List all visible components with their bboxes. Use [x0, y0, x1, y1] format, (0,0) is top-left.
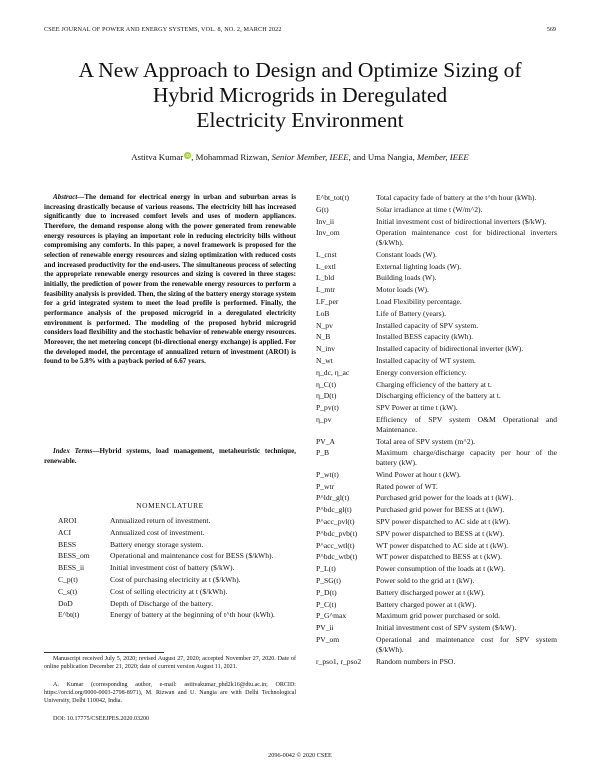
author-name: Astitva Kumar	[131, 152, 184, 162]
nomenclature-row	[316, 205, 557, 215]
nomenclature-symbol: E^bt_tot(t)	[316, 193, 350, 202]
nomenclature-row	[58, 516, 296, 526]
nomenclature-row	[58, 540, 296, 550]
nomenclature-symbol: P_D(t)	[316, 587, 337, 597]
nomenclature-row	[316, 437, 557, 447]
nomenclature-definition: Energy of battery at the beginning of t^th hour (kWh).	[110, 610, 275, 620]
footnote-manuscript: Manuscript received July 5, 2020; revised August 27, 2020; accepted November 27, 2020. Date of online publication December 21, 2020; date of current version August 11, 2021.	[44, 656, 296, 671]
nomenclature-definition: Total capacity fade of battery at the t^th hour (kWh).	[376, 193, 537, 202]
nomenclature-definition: Solar irradiance at time t (W/m^2).	[376, 204, 483, 214]
nomenclature-symbol: C_s(t)	[58, 586, 77, 596]
nomenclature-symbol: L_bld	[316, 273, 335, 283]
nomenclature-symbol: P_B	[316, 448, 330, 458]
nomenclature-row	[316, 564, 557, 574]
nomenclature-symbol: P^acc_pvl(t)	[316, 517, 355, 527]
nomenclature-definition: Operational and maintenance cost for SPV system ($/kWh).	[376, 635, 557, 654]
nomenclature-definition: Installed capacity of bidirectional inverter (kW).	[376, 344, 524, 354]
nomenclature-row	[316, 262, 557, 272]
author-list	[0, 152, 600, 162]
nomenclature-row	[316, 576, 557, 586]
nomenclature-row	[58, 587, 296, 597]
nomenclature-definition: Power sold to the grid at t (kW).	[376, 576, 475, 586]
nomenclature-symbol: BESS	[58, 539, 77, 549]
nomenclature-definition: Constant loads (W).	[376, 249, 437, 259]
nomenclature-definition: External lighting loads (W).	[376, 261, 462, 271]
nomenclature-symbol: P_L(t)	[316, 564, 336, 574]
nomenclature-row	[316, 403, 557, 413]
nomenclature-symbol: LoB	[316, 308, 330, 318]
nomenclature-definition: Discharging efficiency of the battery at t.	[376, 391, 501, 401]
footnote-affiliation: A. Kumar (corresponding author, e-mail: astitvakumar_phd2k16@dtu.ac.in; ORCID: https://orcid.org/0000-0003-2798-8971), M. Rizwan and U. Nangia are with Delhi Technological University, Delhi 110042, India.	[44, 682, 296, 705]
nomenclature-symbol: P^ldr_gl(t)	[316, 493, 350, 503]
nomenclature-symbol: P_wt(t)	[316, 469, 339, 479]
nomenclature-row	[316, 273, 557, 283]
nomenclature-row	[58, 551, 296, 561]
nomenclature-definition: Efficiency of SPV system O&M Operational and Maintenance.	[376, 415, 557, 434]
nomenclature-row	[316, 541, 557, 551]
nomenclature-symbol: Inv_ii	[316, 216, 335, 226]
title-line: A New Approach to Design and Optimize Sizing of	[78, 58, 522, 82]
nomenclature-row	[316, 493, 557, 503]
page-number: 569	[546, 26, 556, 33]
nomenclature-definition: Random numbers in PSO.	[376, 656, 456, 666]
nomenclature-definition: Building loads (W).	[376, 273, 437, 283]
nomenclature-row	[316, 321, 557, 331]
nomenclature-symbol: Inv_om	[316, 228, 340, 238]
footnote-rule	[44, 652, 164, 653]
nomenclature-definition: Total area of SPV system (m^2).	[376, 436, 476, 446]
nomenclature-symbol: C_p(t)	[58, 574, 78, 584]
nomenclature-symbol: PV_om	[316, 635, 340, 644]
author-name: Uma Nangia,	[367, 152, 417, 162]
nomenclature-symbol: P^bdc_pvb(t)	[316, 528, 358, 538]
nomenclature-symbol: BESS_om	[58, 551, 90, 561]
nomenclature-row	[316, 391, 557, 401]
nomenclature-symbol: AROI	[58, 516, 77, 525]
nomenclature-symbol: N_pv	[316, 320, 333, 330]
nomenclature-symbol: η_pv	[316, 415, 332, 425]
nomenclature-definition: Battery discharged power at t (kW).	[376, 587, 486, 597]
author-name: Mohammad Rizwan,	[195, 152, 272, 162]
title-line: Hybrid Microgrids in Deregulated	[152, 83, 448, 107]
author-role: Member, IEEE	[417, 152, 469, 162]
nomenclature-definition: Charging efficiency of the battery at t.	[376, 379, 492, 389]
nomenclature-definition: Maximum grid power purchased or sold.	[376, 611, 501, 621]
nomenclature-symbol: N_B	[316, 332, 331, 342]
nomenclature-row	[316, 380, 557, 390]
nomenclature-definition: Depth of Discharge of the battery.	[110, 598, 214, 608]
author-separator: , and	[348, 152, 368, 162]
abstract	[44, 193, 296, 367]
nomenclature-symbol: ACI	[58, 527, 72, 537]
nomenclature-definition: Maximum charge/discharge capacity per hour of the battery (kW).	[376, 448, 557, 468]
title-line: Electricity Environment	[196, 108, 404, 132]
nomenclature-definition: Initial investment cost of SPV system ($/kW).	[376, 623, 517, 633]
nomenclature-definition: Annualized return of investment.	[110, 516, 211, 525]
nomenclature-symbol: DoD	[58, 598, 73, 608]
nomenclature-row	[316, 228, 557, 247]
nomenclature-definition: Load Flexibility percentage.	[376, 297, 462, 307]
nomenclature-definition: Battery charged power at t (kW).	[376, 599, 477, 609]
running-header: CSEE JOURNAL OF POWER AND ENERGY SYSTEMS, VOL. 8, NO. 2, MARCH 2022	[44, 26, 282, 33]
nomenclature-symbol: G(t)	[316, 204, 329, 214]
nomenclature-row	[316, 552, 557, 562]
nomenclature-definition: Rated power of WT.	[376, 481, 438, 491]
nomenclature-definition: Motor loads (W).	[376, 285, 429, 295]
nomenclature-definition: SPV Power at time t (kW).	[376, 403, 458, 413]
nomenclature-symbol: P_pv(t)	[316, 403, 339, 413]
nomenclature-symbol: η_D(t)	[316, 391, 337, 401]
nomenclature-definition: SPV power dispatched to AC side at t (kW).	[376, 517, 511, 527]
nomenclature-heading: NOMENCLATURE	[136, 501, 204, 510]
nomenclature-symbol: L_cnst	[316, 249, 337, 259]
nomenclature-definition: SPV power dispatched to BESS at t (kW).	[376, 528, 505, 538]
nomenclature-symbol: PV_ii	[316, 623, 334, 633]
nomenclature-row	[316, 332, 557, 342]
nomenclature-definition: Cost of selling electricity at t ($/kWh).	[110, 586, 228, 596]
index-terms-text: —Hybrid systems, load management, metaheuristic technique, renewable.	[44, 447, 296, 465]
nomenclature-row	[58, 563, 296, 573]
nomenclature-symbol: P^acc_wtl(t)	[316, 540, 355, 550]
nomenclature-definition: Initial investment cost of bidirectional inverters ($/kW).	[376, 216, 547, 226]
nomenclature-definition: Purchased grid power for BESS at t (kW).	[376, 505, 505, 515]
nomenclature-symbol: P_SG(t)	[316, 576, 341, 586]
nomenclature-symbol: N_wt	[316, 356, 333, 366]
nomenclature-row	[316, 297, 557, 307]
nomenclature-definition: Purchased grid power for the loads at t (kW).	[376, 493, 514, 503]
nomenclature-row	[316, 285, 557, 295]
author-role: Senior Member, IEEE	[271, 152, 349, 162]
nomenclature-row	[316, 635, 557, 654]
nomenclature-row	[316, 611, 557, 621]
nomenclature-symbol: P^bdc_gl(t)	[316, 505, 352, 515]
nomenclature-row	[316, 623, 557, 633]
nomenclature-definition: Installed capacity of SPV system.	[376, 320, 479, 330]
nomenclature-symbol: r_pso1, r_pso2	[316, 656, 362, 666]
nomenclature-row	[316, 415, 557, 434]
index-terms-label: Index Terms	[53, 447, 93, 455]
nomenclature-row	[316, 505, 557, 515]
nomenclature-symbol: N_inv	[316, 344, 335, 354]
nomenclature-symbol: PV_A	[316, 436, 335, 446]
nomenclature-definition: Battery energy storage system.	[110, 539, 204, 549]
nomenclature-definition: Operation maintenance cost for bidirectional inverters ($/kWh).	[376, 228, 557, 248]
footnote-doi: DOI: 10.17775/CSEEJPES.2020.03200	[53, 716, 150, 722]
nomenclature-row	[316, 250, 557, 260]
nomenclature-row	[316, 517, 557, 527]
nomenclature-definition: Operational and maintenance cost for BESS ($/kWh).	[110, 551, 274, 561]
nomenclature-definition: Energy conversion efficiency.	[376, 367, 467, 377]
nomenclature-row	[316, 368, 557, 378]
nomenclature-left	[58, 516, 296, 622]
nomenclature-symbol: LF_per	[316, 297, 339, 307]
nomenclature-symbol: P_C(t)	[316, 599, 337, 609]
nomenclature-symbol: E^bt(t)	[58, 610, 80, 620]
nomenclature-definition: Initial investment cost of battery ($/kW).	[110, 563, 235, 573]
abstract-label: Abstract	[53, 193, 78, 201]
nomenclature-symbol: BESS_ii	[58, 563, 85, 573]
nomenclature-definition: WT power dispatched to AC side at t (kW).	[376, 540, 509, 550]
index-terms	[44, 447, 296, 466]
nomenclature-row	[316, 470, 557, 480]
nomenclature-row	[316, 356, 557, 366]
nomenclature-row	[316, 600, 557, 610]
nomenclature-symbol: η_dc, η_ac	[316, 367, 350, 377]
nomenclature-row	[316, 657, 557, 667]
nomenclature-definition: Annualized cost of investment.	[110, 527, 205, 537]
nomenclature-row	[316, 588, 557, 598]
nomenclature-definition: Life of Battery (years).	[376, 308, 446, 318]
author-separator: ,	[191, 152, 196, 162]
nomenclature-row	[58, 575, 296, 585]
nomenclature-symbol: L_extl	[316, 261, 336, 271]
nomenclature-definition: WT power dispatched to BESS at t (kW).	[376, 552, 502, 562]
nomenclature-row	[58, 528, 296, 538]
nomenclature-row	[58, 610, 296, 620]
nomenclature-row	[316, 193, 557, 203]
nomenclature-row	[316, 482, 557, 492]
nomenclature-definition: Wind Power at hour t (kW).	[376, 469, 461, 479]
nomenclature-row	[316, 217, 557, 227]
nomenclature-symbol: P^bdc_wtb(t)	[316, 552, 358, 562]
nomenclature-right	[316, 193, 557, 668]
nomenclature-definition: Installed BESS capacity (kWh).	[376, 332, 474, 342]
nomenclature-row	[316, 309, 557, 319]
nomenclature-definition: Installed capacity of WT system.	[376, 356, 476, 366]
paper-title	[0, 58, 600, 133]
abstract-text: —The demand for electrical energy in urban and suburban areas is increasing drastically because of various reasons. The electricity bill has increased significantly due to increased comfort levels and uses of modern appliances. Therefore, the demand response along with the power generated from renewable energy resources is playing an important role in reducing electricity bills without compromising any comforts. In this paper, a novel framework is proposed for the selection of renewable energy resources and sizing optimization with reduced costs and increased productivity for the end-users. The simultaneous process of selecting the appropriate renewable energy resources and sizing is covered in three stages: initially, the prediction of power from the renewable energy resources to perform a feasibility analysis is provided. Then, the sizing of the battery energy storage system for a grid integrated system to meet the load profile is performed. Finally, the performance analysis of the proposed microgrid in a deregulated electricity environment is performed. The modeling of the proposed hybrid microgrid considers load flexibility and the stochastic behavior of renewable energy resources. Moreover, the net metering concept (bi-directional energy exchange) is applied. For the developed model, the percentage of annualized return of investment (AROI) is found to be 5.8% with a payback period of 6.67 years.	[44, 193, 296, 366]
nomenclature-definition: Cost of purchasing electricity at t ($/kWh).	[110, 574, 241, 584]
nomenclature-symbol: L_mtr	[316, 285, 335, 295]
page-footer: 2096-0042 © 2020 CSEE	[268, 752, 332, 759]
nomenclature-row	[316, 344, 557, 354]
nomenclature-definition: Power consumption of the loads at t (kW).	[376, 564, 506, 574]
nomenclature-row	[58, 599, 296, 609]
nomenclature-row	[316, 448, 557, 467]
nomenclature-symbol: P_G^max	[316, 611, 347, 621]
orcid-icon[interactable]: iD	[185, 153, 190, 158]
nomenclature-row	[316, 529, 557, 539]
nomenclature-symbol: η_C(t)	[316, 379, 337, 389]
nomenclature-symbol: P_wtr	[316, 481, 335, 491]
